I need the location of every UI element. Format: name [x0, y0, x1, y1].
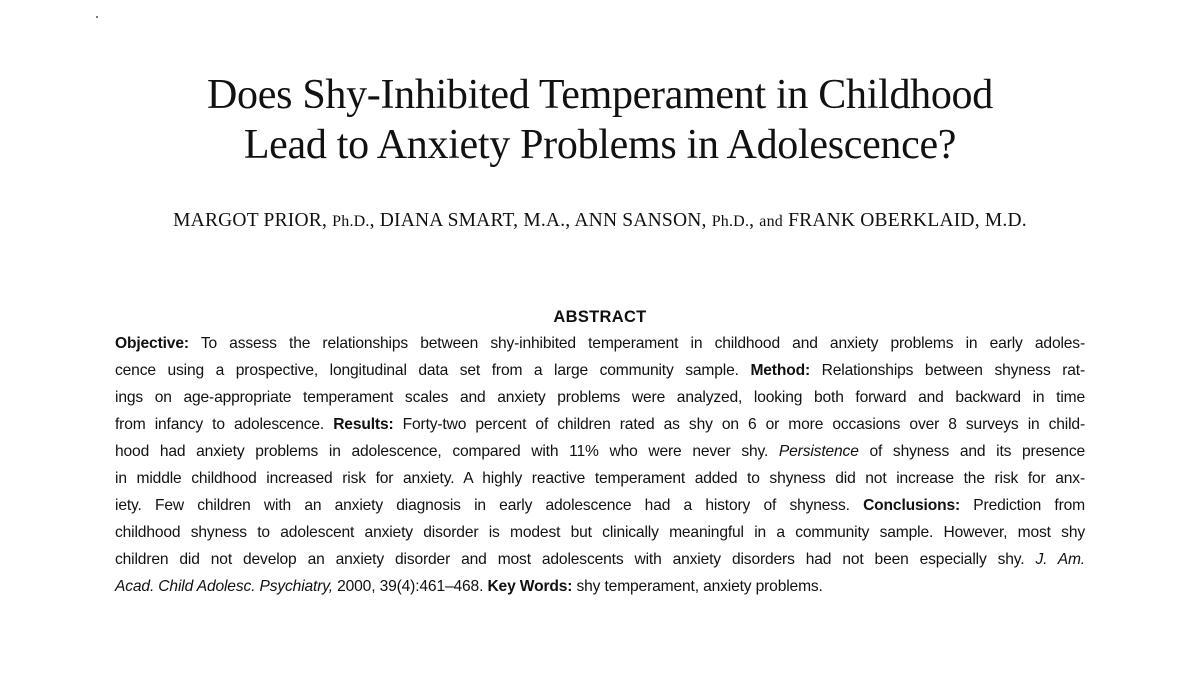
abstract-text: Prediction from [960, 497, 1086, 514]
abstract-line [115, 465, 1085, 492]
abstract-line [115, 438, 1085, 465]
title-line: Lead to Anxiety Problems in Adolescence? [243, 122, 957, 168]
abstract-line [115, 546, 1085, 573]
abstract-text: from infancy to adolescence. [115, 416, 334, 433]
abstract-line [115, 411, 1085, 438]
abstract-section-label: Method: [750, 362, 811, 379]
abstract-line [115, 519, 1085, 546]
abstract-section-label: Objective: [115, 335, 189, 352]
abstract-text: childhood shyness to adolescent anxiety disorder is modest but clinically meaningful in a community sample. However, most shy [115, 524, 1085, 541]
abstract-text: iety. Few children with an anxiety diagnosis in early adolescence had a history of shyness. [115, 497, 864, 514]
abstract-emphasis: Acad. Child Adolesc. Psychiatry, [115, 578, 333, 595]
abstract-text: hood had anxiety problems in adolescence, compared with 11% who were never shy. [115, 443, 779, 460]
author-list: MARGOT PRIOR, Ph.D., DIANA SMART, M.A., ANN SANSON, Ph.D., and FRANK OBERKLAID, M.D. [173, 210, 1027, 231]
abstract-text: 2000, 39(4):461–468. [332, 578, 488, 595]
abstract-text: cence using a prospective, longitudinal data set from a large community sample. [115, 362, 751, 379]
abstract-section-label: Conclusions: [863, 497, 961, 514]
abstract-line [115, 384, 1085, 411]
abstract-line [115, 357, 1085, 384]
abstract-heading: ABSTRACT [553, 308, 647, 326]
abstract-emphasis: Persistence [778, 443, 859, 460]
title-line: Does Shy-Inhibited Temperament in Childhood [207, 72, 993, 118]
abstract-body [115, 330, 1085, 600]
author-name: MARGOT PRIOR [173, 210, 322, 231]
scan-speck [96, 16, 98, 18]
abstract-text: Forty-two percent of children rated as shy on 6 or more occasions over 8 surveys in child- [393, 416, 1085, 433]
abstract-line [115, 573, 1085, 600]
author-degree: M.A. [523, 210, 566, 231]
author-degree: Ph.D. [711, 213, 750, 230]
abstract-section-label: Key Words: [487, 578, 573, 595]
author-name: DIANA SMART [379, 210, 514, 231]
abstract-text: To assess the relationships between shy-inhibited temperament in childhood and anxiety problems in early adoles- [188, 335, 1085, 352]
abstract-section-label: Results: [333, 416, 394, 433]
author-name: FRANK OBERKLAID [788, 210, 975, 231]
author-conjunction: and [759, 213, 783, 230]
abstract-text: Relationships between shyness rat- [810, 362, 1086, 379]
abstract-text: children did not develop an anxiety disorder and most adolescents with anxiety disorders had not been especially shy. [115, 551, 1036, 568]
abstract-text: ings on age-appropriate temperament scales and anxiety problems were analyzed, looking both forward and backward in time [115, 389, 1085, 406]
abstract-line [115, 330, 1085, 357]
abstract-text: in middle childhood increased risk for anxiety. A highly reactive temperament added to shyness did not increase the risk for anx- [115, 470, 1085, 487]
author-degree: M.D. [984, 210, 1027, 231]
abstract-line [115, 492, 1085, 519]
abstract-text: of shyness and its presence [858, 443, 1085, 460]
abstract-emphasis: J. Am. [1035, 551, 1085, 568]
author-degree: Ph.D. [332, 213, 370, 230]
author-name: ANN SANSON [574, 210, 702, 231]
abstract-text: shy temperament, anxiety problems. [572, 578, 823, 595]
page-title [0, 70, 1200, 170]
